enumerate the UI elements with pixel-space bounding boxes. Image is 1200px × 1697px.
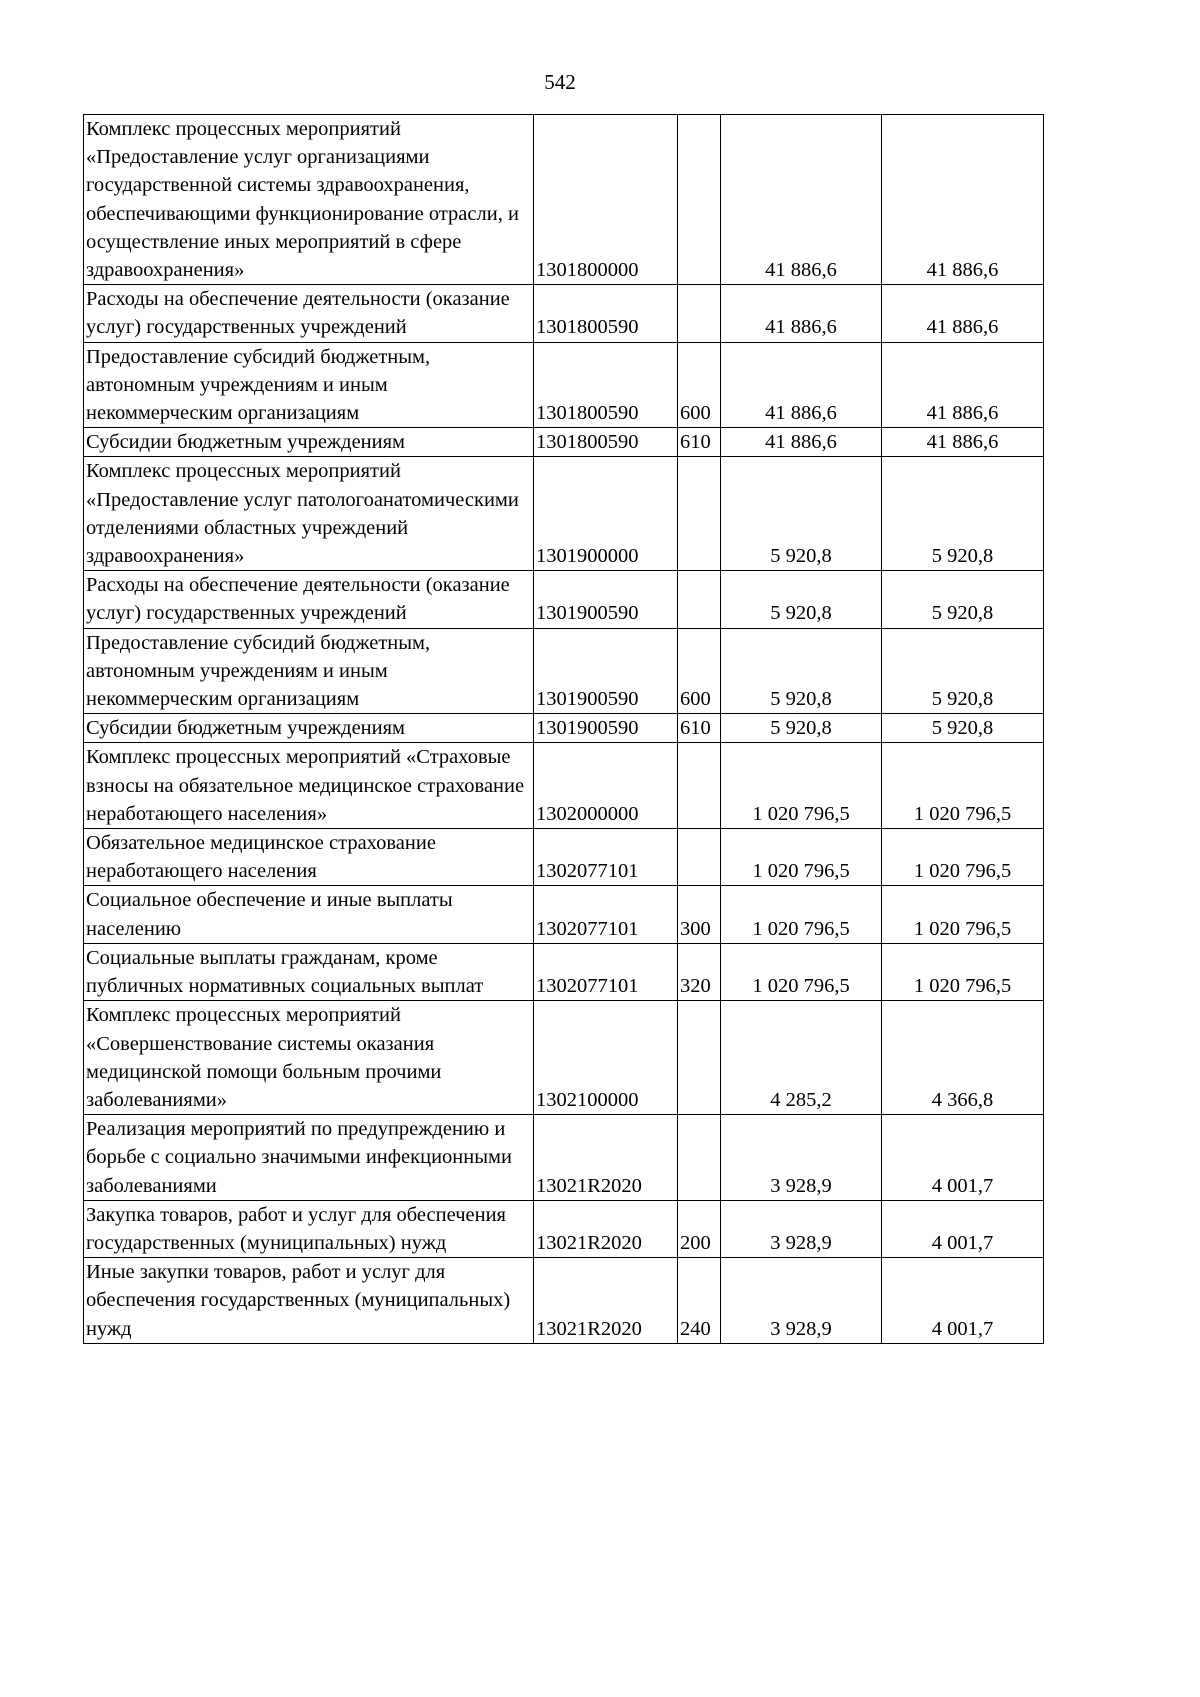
table-row <box>84 886 1044 943</box>
target-code-cell: 1301900590 <box>534 628 678 714</box>
expense-type-cell: 200 <box>678 1200 721 1257</box>
target-code-cell: 13021R2020 <box>534 1258 678 1344</box>
expense-type-cell: 600 <box>678 342 721 428</box>
amount-year2-cell: 1 020 796,5 <box>882 743 1044 829</box>
amount-year1-cell: 41 886,6 <box>721 115 882 285</box>
target-code-cell: 1302077101 <box>534 886 678 943</box>
row-name-cell: Комплекс процессных мероприятий «Страховые взносы на обязательное медицинское страхование неработающего населения» <box>84 743 534 829</box>
expense-type-cell: 600 <box>678 628 721 714</box>
row-name-cell: Обязательное медицинское страхование неработающего населения <box>84 829 534 886</box>
amount-year2-cell: 4 001,7 <box>882 1115 1044 1201</box>
expense-type-cell: 320 <box>678 943 721 1000</box>
row-name-cell: Предоставление субсидий бюджетным, автономным учреждениям и иным некоммерческим организациям <box>84 342 534 428</box>
target-code-cell: 1301900000 <box>534 457 678 571</box>
target-code-cell: 1302077101 <box>534 829 678 886</box>
expense-type-cell <box>678 285 721 342</box>
target-code-cell: 13021R2020 <box>534 1115 678 1201</box>
row-name-cell: Расходы на обеспечение деятельности (оказание услуг) государственных учреждений <box>84 571 534 628</box>
target-code-cell: 1301800000 <box>534 115 678 285</box>
table-row <box>84 1115 1044 1201</box>
table-row <box>84 115 1044 285</box>
amount-year2-cell: 1 020 796,5 <box>882 943 1044 1000</box>
table-row <box>84 714 1044 743</box>
table-row <box>84 571 1044 628</box>
expense-type-cell: 610 <box>678 428 721 457</box>
row-name-cell: Комплекс процессных мероприятий «Совершенствование системы оказания медицинской помощи больным прочими заболеваниями» <box>84 1001 534 1115</box>
amount-year1-cell: 1 020 796,5 <box>721 829 882 886</box>
target-code-cell: 1301800590 <box>534 342 678 428</box>
expense-type-cell: 240 <box>678 1258 721 1344</box>
expense-type-cell <box>678 743 721 829</box>
expense-type-cell <box>678 115 721 285</box>
amount-year1-cell: 4 285,2 <box>721 1001 882 1115</box>
table-row <box>84 829 1044 886</box>
target-code-cell: 1301800590 <box>534 285 678 342</box>
amount-year1-cell: 1 020 796,5 <box>721 743 882 829</box>
amount-year1-cell: 1 020 796,5 <box>721 943 882 1000</box>
target-code-cell: 1302100000 <box>534 1001 678 1115</box>
row-name-cell: Субсидии бюджетным учреждениям <box>84 714 534 743</box>
row-name-cell: Комплекс процессных мероприятий «Предоставление услуг организациями государственной системы здравоохранения, обеспечивающими функционирование отрасли, и осуществление иных мероприятий в сфере здравоохранения» <box>84 115 534 285</box>
amount-year2-cell: 41 886,6 <box>882 285 1044 342</box>
expense-type-cell <box>678 829 721 886</box>
amount-year1-cell: 1 020 796,5 <box>721 886 882 943</box>
amount-year1-cell: 3 928,9 <box>721 1200 882 1257</box>
table-row <box>84 1001 1044 1115</box>
target-code-cell: 1302000000 <box>534 743 678 829</box>
amount-year2-cell: 4 001,7 <box>882 1258 1044 1344</box>
target-code-cell: 1301900590 <box>534 714 678 743</box>
table-row <box>84 1258 1044 1344</box>
amount-year1-cell: 5 920,8 <box>721 571 882 628</box>
amount-year2-cell: 41 886,6 <box>882 115 1044 285</box>
expense-type-cell <box>678 1001 721 1115</box>
amount-year2-cell: 41 886,6 <box>882 428 1044 457</box>
amount-year2-cell: 1 020 796,5 <box>882 829 1044 886</box>
amount-year1-cell: 41 886,6 <box>721 428 882 457</box>
row-name-cell: Субсидии бюджетным учреждениям <box>84 428 534 457</box>
table-row <box>84 1200 1044 1257</box>
amount-year2-cell: 4 001,7 <box>882 1200 1044 1257</box>
budget-table <box>83 114 1044 1344</box>
amount-year2-cell: 41 886,6 <box>882 342 1044 428</box>
expense-type-cell <box>678 457 721 571</box>
row-name-cell: Расходы на обеспечение деятельности (оказание услуг) государственных учреждений <box>84 285 534 342</box>
table-row <box>84 428 1044 457</box>
expense-type-cell: 610 <box>678 714 721 743</box>
amount-year2-cell: 1 020 796,5 <box>882 886 1044 943</box>
amount-year2-cell: 4 366,8 <box>882 1001 1044 1115</box>
table-row <box>84 943 1044 1000</box>
amount-year1-cell: 5 920,8 <box>721 714 882 743</box>
table-row <box>84 628 1044 714</box>
table-row <box>84 285 1044 342</box>
amount-year1-cell: 41 886,6 <box>721 285 882 342</box>
expense-type-cell <box>678 571 721 628</box>
table-row <box>84 743 1044 829</box>
amount-year2-cell: 5 920,8 <box>882 571 1044 628</box>
table-row <box>84 457 1044 571</box>
amount-year2-cell: 5 920,8 <box>882 714 1044 743</box>
row-name-cell: Комплекс процессных мероприятий «Предоставление услуг патологоанатомическими отделениями областных учреждений здравоохранения» <box>84 457 534 571</box>
row-name-cell: Социальные выплаты гражданам, кроме публичных нормативных социальных выплат <box>84 943 534 1000</box>
row-name-cell: Закупка товаров, работ и услуг для обеспечения государственных (муниципальных) нужд <box>84 1200 534 1257</box>
row-name-cell: Социальное обеспечение и иные выплаты населению <box>84 886 534 943</box>
amount-year1-cell: 41 886,6 <box>721 342 882 428</box>
table-row <box>84 342 1044 428</box>
target-code-cell: 1301900590 <box>534 571 678 628</box>
target-code-cell: 1302077101 <box>534 943 678 1000</box>
amount-year1-cell: 3 928,9 <box>721 1115 882 1201</box>
expense-type-cell <box>678 1115 721 1201</box>
page-number: 542 <box>544 70 576 94</box>
row-name-cell: Предоставление субсидий бюджетным, автономным учреждениям и иным некоммерческим организациям <box>84 628 534 714</box>
target-code-cell: 13021R2020 <box>534 1200 678 1257</box>
amount-year1-cell: 5 920,8 <box>721 628 882 714</box>
row-name-cell: Реализация мероприятий по предупреждению и борьбе с социально значимыми инфекционными заболеваниями <box>84 1115 534 1201</box>
amount-year1-cell: 5 920,8 <box>721 457 882 571</box>
target-code-cell: 1301800590 <box>534 428 678 457</box>
amount-year2-cell: 5 920,8 <box>882 457 1044 571</box>
amount-year1-cell: 3 928,9 <box>721 1258 882 1344</box>
amount-year2-cell: 5 920,8 <box>882 628 1044 714</box>
expense-type-cell: 300 <box>678 886 721 943</box>
row-name-cell: Иные закупки товаров, работ и услуг для обеспечения государственных (муниципальных) нужд <box>84 1258 534 1344</box>
